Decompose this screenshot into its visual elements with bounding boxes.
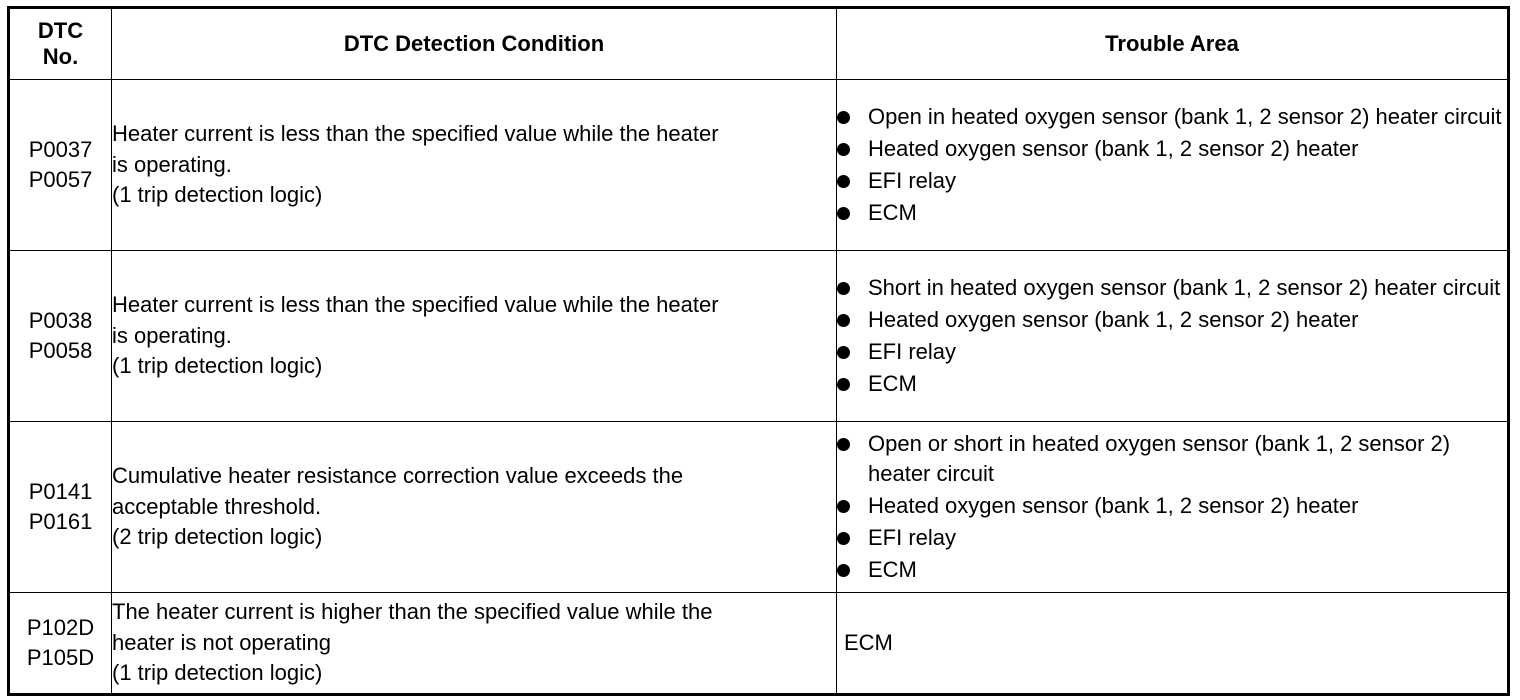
table-row — [9, 593, 1509, 695]
trouble-area-item — [837, 166, 1507, 196]
dtc-code-cell — [9, 80, 112, 251]
dtc-code-cell — [9, 422, 112, 593]
trouble-area-item — [837, 523, 1507, 553]
dtc-code: P0037 — [28, 137, 93, 162]
dtc-code-cell — [9, 251, 112, 422]
bullet-icon — [837, 207, 850, 220]
condition-line: Heater current is less than the specified value while the heater — [112, 121, 719, 147]
trouble-area-item — [837, 273, 1507, 303]
bullet-icon — [837, 175, 850, 188]
trouble-area-item — [837, 369, 1507, 399]
trouble-area-cell — [837, 80, 1509, 251]
header-trouble-area: Trouble Area — [837, 8, 1509, 80]
trouble-area-text: EFI relay — [868, 339, 957, 364]
trouble-area-text: Open in heated oxygen sensor (bank 1, 2 sensor 2) heater circuit — [868, 104, 1502, 129]
condition-line: Heater current is less than the specified value while the heater — [112, 292, 719, 318]
table-row — [9, 422, 1509, 593]
trouble-area-item — [837, 134, 1507, 164]
condition-line: is operating. — [112, 151, 232, 177]
condition-line: (1 trip detection logic) — [112, 353, 323, 379]
bullet-icon — [837, 564, 850, 577]
detection-condition-cell — [112, 422, 837, 593]
detection-condition-cell — [112, 593, 837, 695]
trouble-area-text: Heated oxygen sensor (bank 1, 2 sensor 2) heater — [868, 136, 1359, 161]
dtc-code: P0057 — [28, 167, 93, 192]
condition-line: Cumulative heater resistance correction value exceeds the — [112, 463, 684, 489]
condition-line: (1 trip detection logic) — [112, 660, 323, 686]
condition-line: acceptable threshold. — [112, 493, 322, 519]
detection-condition-cell — [112, 251, 837, 422]
dtc-table — [7, 6, 1510, 696]
detection-condition-cell — [112, 80, 837, 251]
bullet-icon — [837, 314, 850, 327]
trouble-area-text: Heated oxygen sensor (bank 1, 2 sensor 2) heater — [868, 307, 1359, 332]
trouble-area-text: Heated oxygen sensor (bank 1, 2 sensor 2) heater — [868, 493, 1359, 518]
condition-line: heater is not operating — [112, 629, 331, 655]
dtc-code: P0058 — [28, 338, 93, 363]
trouble-area-cell — [837, 422, 1509, 593]
trouble-area-text: Open or short in heated oxygen sensor (bank 1, 2 sensor 2) heater circuit — [868, 431, 1451, 486]
trouble-area-item — [837, 305, 1507, 335]
trouble-area-item — [837, 198, 1507, 228]
trouble-area-item — [837, 102, 1507, 132]
trouble-area-list — [837, 102, 1507, 228]
dtc-code: P102D — [26, 615, 95, 640]
dtc-code: P0161 — [28, 509, 93, 534]
bullet-icon — [837, 282, 850, 295]
condition-line: (2 trip detection logic) — [112, 524, 323, 550]
bullet-icon — [837, 143, 850, 156]
condition-line: is operating. — [112, 322, 232, 348]
condition-line: (1 trip detection logic) — [112, 182, 323, 208]
bullet-icon — [837, 111, 850, 124]
trouble-area-cell — [837, 251, 1509, 422]
header-dtc-no — [9, 8, 112, 80]
trouble-area-text: ECM — [868, 557, 917, 582]
dtc-code-cell — [9, 593, 112, 695]
trouble-area-item — [837, 555, 1507, 585]
header-row — [9, 8, 1509, 80]
bullet-icon — [837, 532, 850, 545]
header-dtc-no-line: DTC — [37, 18, 84, 43]
trouble-area-text: ECM — [868, 200, 917, 225]
trouble-area-text: EFI relay — [868, 525, 957, 550]
table-row — [9, 80, 1509, 251]
trouble-area-list — [837, 429, 1507, 585]
condition-line: The heater current is higher than the specified value while the — [112, 599, 713, 625]
dtc-code: P0038 — [28, 308, 93, 333]
dtc-code: P0141 — [28, 479, 93, 504]
trouble-area-text: ECM — [868, 371, 917, 396]
bullet-icon — [837, 346, 850, 359]
bullet-icon — [837, 438, 850, 451]
trouble-area-item — [837, 491, 1507, 521]
bullet-icon — [837, 378, 850, 391]
trouble-area-list — [837, 273, 1507, 399]
trouble-area-item — [837, 337, 1507, 367]
table-row — [9, 251, 1509, 422]
trouble-area-item — [837, 429, 1507, 489]
dtc-code: P105D — [26, 645, 95, 670]
header-condition: DTC Detection Condition — [112, 8, 837, 80]
trouble-area-text: EFI relay — [868, 168, 957, 193]
header-dtc-no-line: No. — [42, 44, 79, 69]
bullet-icon — [837, 500, 850, 513]
trouble-area-cell: ECM — [837, 593, 1509, 695]
trouble-area-text: Short in heated oxygen sensor (bank 1, 2 sensor 2) heater circuit — [868, 275, 1501, 300]
